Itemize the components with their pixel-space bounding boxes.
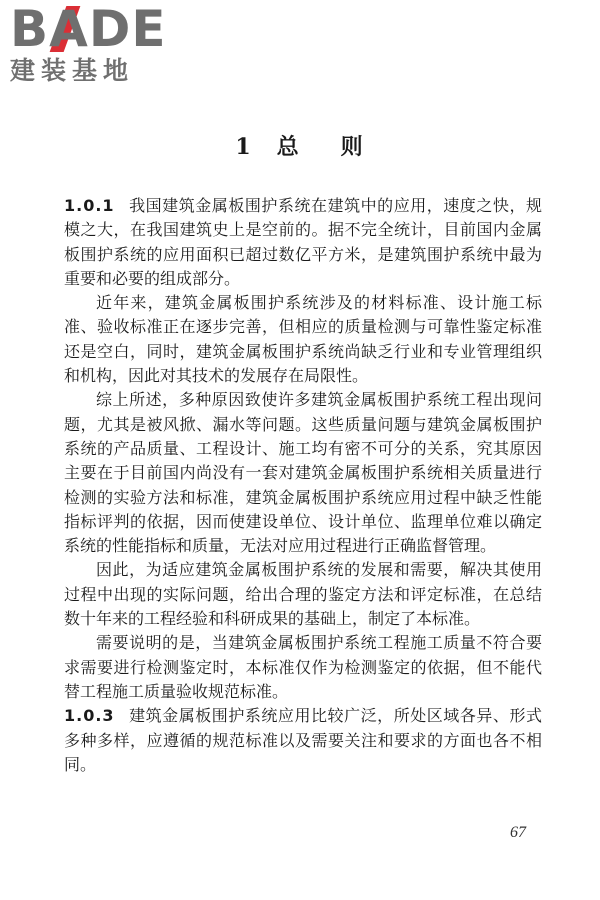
clause-number: 1.0.3 [64,706,115,726]
chapter-title-char-2: 则 [340,134,365,160]
logo-subtitle: 建装基地 [10,56,135,85]
paragraph-1-0-1 [64,194,542,291]
paragraph-text: 因此，为适应建筑金属板围护系统的发展和需要，解决其使用过程中出现的实际问题，给出合理的鉴定方法和评定标准，在总结数十年来的工程经验和科研成果的基础上，制定了本标准。 [64,560,542,629]
paragraph-1-0-3 [64,704,542,777]
paragraph-text: 建筑金属板围护系统应用比较广泛，所处区域各异、形式多种多样，应遵循的规范标准以及需要关注和要求的方面也各不相同。 [64,706,542,774]
paragraph-text: 综上所述，多种原因致使许多建筑金属板围护系统工程出现问题，尤其是被风掀、漏水等问题。这些质量问题与建筑金属板围护系统的产品质量、工程设计、施工均有密不可分的关系，究其原因主要在于目前国内尚没有一套对建筑金属板围护系统相关质量进行检测的实验方法和标准，建筑金属板围护系统应用过程中缺乏性能指标评判的依据，因而使建设单位、设计单位、监理单位难以确定系统的性能指标和质量，无法对应用过程进行正确监督管理。 [64,390,542,556]
logo-letter-a-wrap [49,0,89,58]
page-number: 67 [510,824,526,841]
body-text [64,194,542,777]
paragraph [64,631,542,704]
clause-number: 1.0.1 [64,196,115,215]
brand-logo [10,0,175,86]
chapter-number: 1 [235,134,253,160]
logo-letters-de: DE [88,0,167,58]
chapter-title-char-1: 总 [276,134,301,160]
paragraph [64,388,542,558]
chapter-title [0,130,600,161]
paragraph-text: 我国建筑金属板围护系统在建筑中的应用，速度之快，规模之大，在我国建筑史上是空前的。据不完全统计，目前国内金属板围护系统的应用面积已超过数亿平方米，是建筑围护系统中最为重要和必要的组成部分。 [64,196,542,288]
logo-wordmark [10,0,175,58]
paragraph [64,558,542,631]
paragraph-text: 近年来，建筑金属板围护系统涉及的材料标准、设计施工标准、验收标准正在逐步完善，但相应的质量检测与可靠性鉴定标准还是空白，同时，建筑金属板围护系统尚缺乏行业和专业管理组织和机构，因此对其技术的发展存在局限性。 [64,293,542,386]
logo-letter-a: A [49,0,89,58]
logo-letter-b: B [10,0,50,58]
paragraph [64,291,542,388]
paragraph-text: 需要说明的是，当建筑金属板围护系统工程施工质量不符合要求需要进行检测鉴定时，本标准仅作为检测鉴定的依据，但不能代替工程施工质量验收规范标准。 [64,633,542,701]
